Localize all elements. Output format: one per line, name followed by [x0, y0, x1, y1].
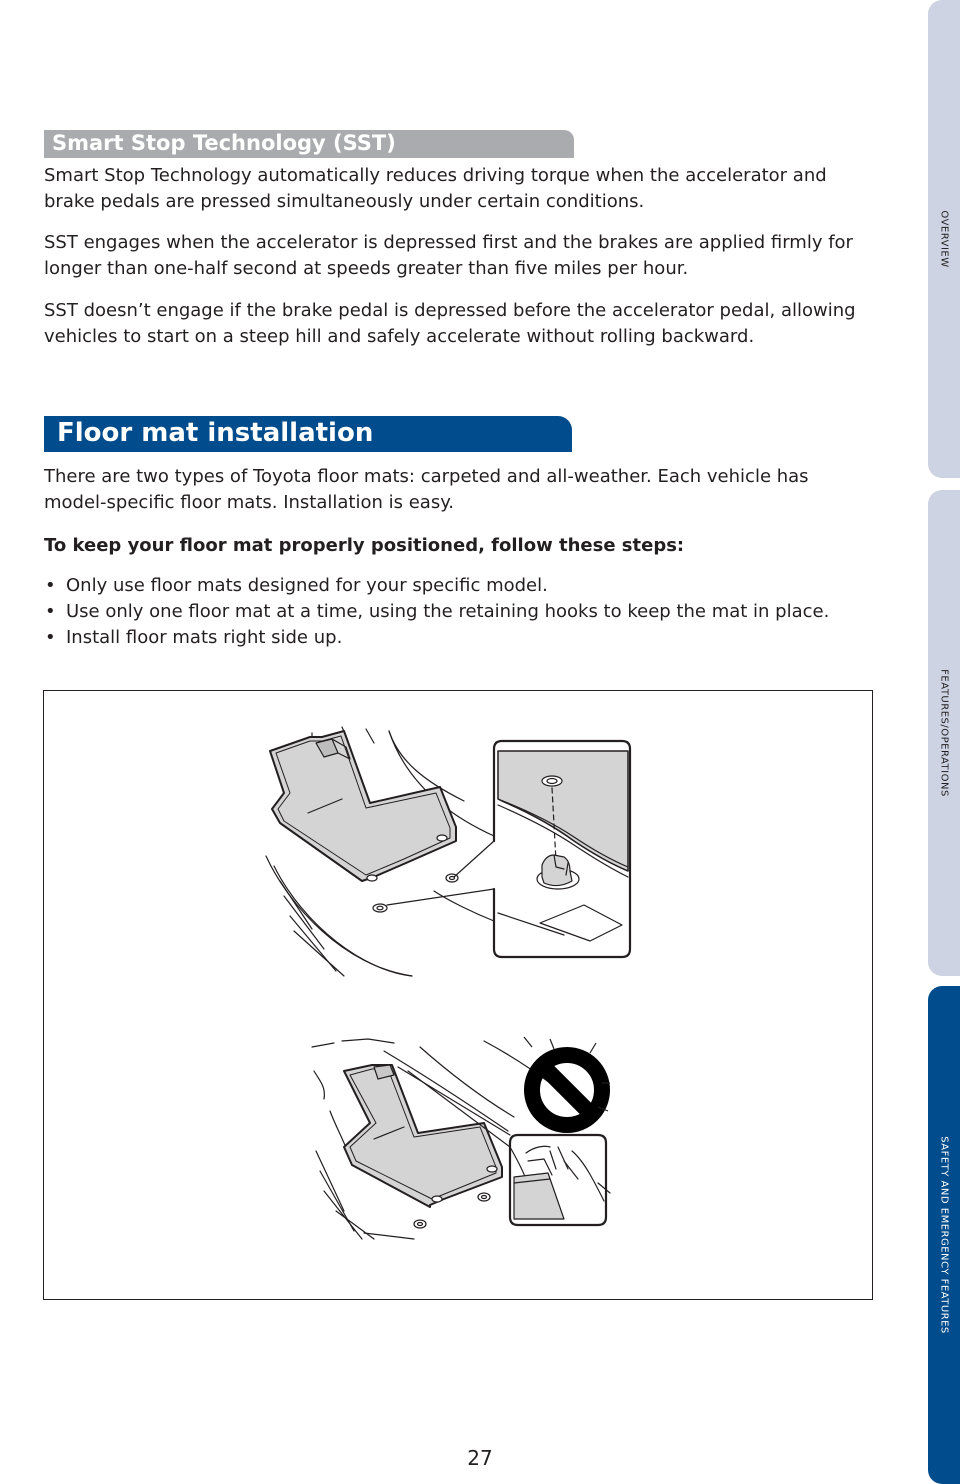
bullet-icon: •	[45, 575, 56, 596]
page-number: 27	[467, 1446, 493, 1470]
floor-mat-diagram	[44, 691, 874, 1301]
sst-paragraph-3: SST doesn’t engage if the brake pedal is depressed before the accelerator pedal, allowing vehicles to start on a steep hill and safely accelerate without rolling backward.	[44, 300, 856, 347]
list-item	[44, 599, 874, 625]
list-item-text: Only use floor mats designed for your specific model.	[66, 575, 548, 596]
floor-mat-steps-heading: To keep your floor mat properly positioned, follow these steps:	[44, 535, 685, 556]
correct-installation-drawing	[266, 727, 630, 976]
bullet-icon: •	[45, 627, 56, 648]
sst-paragraph-1: Smart Stop Technology automatically reduces driving torque when the accelerator and brake pedals are pressed simultaneously under certain conditions.	[44, 165, 827, 212]
tab-overview[interactable]	[928, 0, 960, 478]
list-item-text: Install floor mats right side up.	[66, 627, 343, 648]
sst-paragraph-2: SST engages when the accelerator is depressed first and the brakes are applied firmly for longer than one-half second at speeds greater than five miles per hour.	[44, 232, 853, 279]
tab-overview-label: OVERVIEW	[938, 210, 950, 268]
section-title-floor-mat: Floor mat installation	[57, 418, 374, 448]
prohibited-icon	[532, 1055, 602, 1125]
section-header-sst	[44, 130, 574, 158]
list-item	[44, 573, 874, 599]
tab-features-operations-label: FEATURES/OPERATIONS	[938, 669, 950, 797]
list-item-text: Use only one floor mat at a time, using the retaining hooks to keep the mat in place.	[66, 601, 830, 622]
section-title-sst: Smart Stop Technology (SST)	[52, 131, 396, 155]
tab-safety-emergency-features-label: SAFETY AND EMERGENCY FEATURES	[938, 1136, 950, 1334]
list-item	[44, 625, 874, 651]
floor-mat-steps-list	[44, 573, 874, 651]
floor-mat-illustration	[43, 690, 873, 1300]
incorrect-installation-drawing	[312, 1039, 610, 1239]
floor-mat-intro: There are two types of Toyota floor mats: carpeted and all-weather. Each vehicle has model-specific floor mats. Installation is easy.	[44, 466, 809, 513]
tab-features-operations[interactable]	[928, 490, 960, 976]
tab-safety-emergency-features[interactable]	[928, 986, 960, 1484]
section-header-floor-mat	[44, 416, 572, 452]
bullet-icon: •	[45, 601, 56, 622]
